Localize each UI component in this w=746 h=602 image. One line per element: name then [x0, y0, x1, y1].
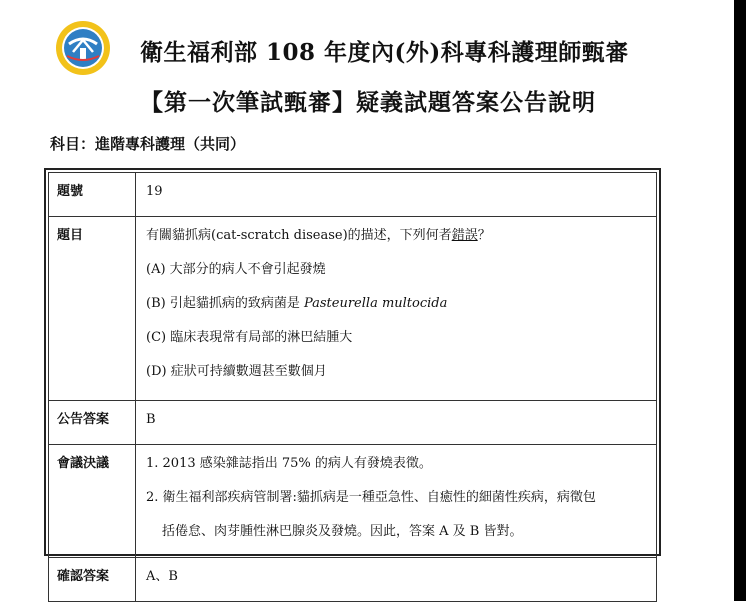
- option-b: (B) 引起貓抓病的致病菌是 Pasteurella multocida: [146, 296, 448, 311]
- question-content: [136, 217, 657, 401]
- meeting-resolution-label: 會議決議: [49, 445, 136, 558]
- table-row: [49, 401, 657, 445]
- table-row: [49, 558, 657, 602]
- confirmed-answer-label: 確認答案: [49, 558, 136, 602]
- option-a: (A) 大部分的病人不會引起發燒: [146, 262, 326, 277]
- table-row: [49, 173, 657, 217]
- ministry-logo: [55, 20, 111, 76]
- option-c: (C) 臨床表現常有局部的淋巴結腫大: [146, 330, 353, 345]
- meeting-resolution-content: [136, 445, 657, 558]
- table-row: [49, 445, 657, 558]
- viewer-edge-bar: [734, 0, 746, 601]
- subject-line: 科目：進階專科護理（共同）: [50, 135, 246, 153]
- answer-table: [44, 168, 661, 584]
- announced-answer-label: 公告答案: [49, 401, 136, 445]
- table-row: [49, 217, 657, 401]
- question-stem: 有關貓抓病(cat-scratch disease)的描述，下列何者錯誤？: [146, 228, 491, 243]
- underlined-word: 錯誤: [451, 228, 478, 243]
- question-number-label: 題號: [49, 173, 136, 217]
- option-d: (D) 症狀可持續數週甚至數個月: [146, 364, 327, 379]
- meeting-line-2: 2. 衛生福利部疾病管制署:貓抓病是一種亞急性、自癒性的細菌性疾病，病徵包: [146, 490, 596, 505]
- question-number-value: 19: [136, 173, 657, 217]
- confirmed-answer-value: A、B: [136, 558, 657, 602]
- pathogen-name: Pasteurella multocida: [303, 296, 448, 311]
- meeting-line-3: 括倦怠、肉芽腫性淋巴腺炎及發燒。因此，答案 A 及 B 皆對。: [162, 524, 523, 539]
- document-subtitle: 【第一次筆試甄審】疑義試題答案公告說明: [140, 89, 596, 116]
- meeting-line-1: 1. 2013 感染雜誌指出 75% 的病人有發燒表徵。: [146, 456, 432, 471]
- announced-answer-value: B: [136, 401, 657, 445]
- document-title: 衛生福利部 108 年度內(外)科專科護理師甄審: [140, 39, 629, 66]
- question-label: 題目: [49, 217, 136, 401]
